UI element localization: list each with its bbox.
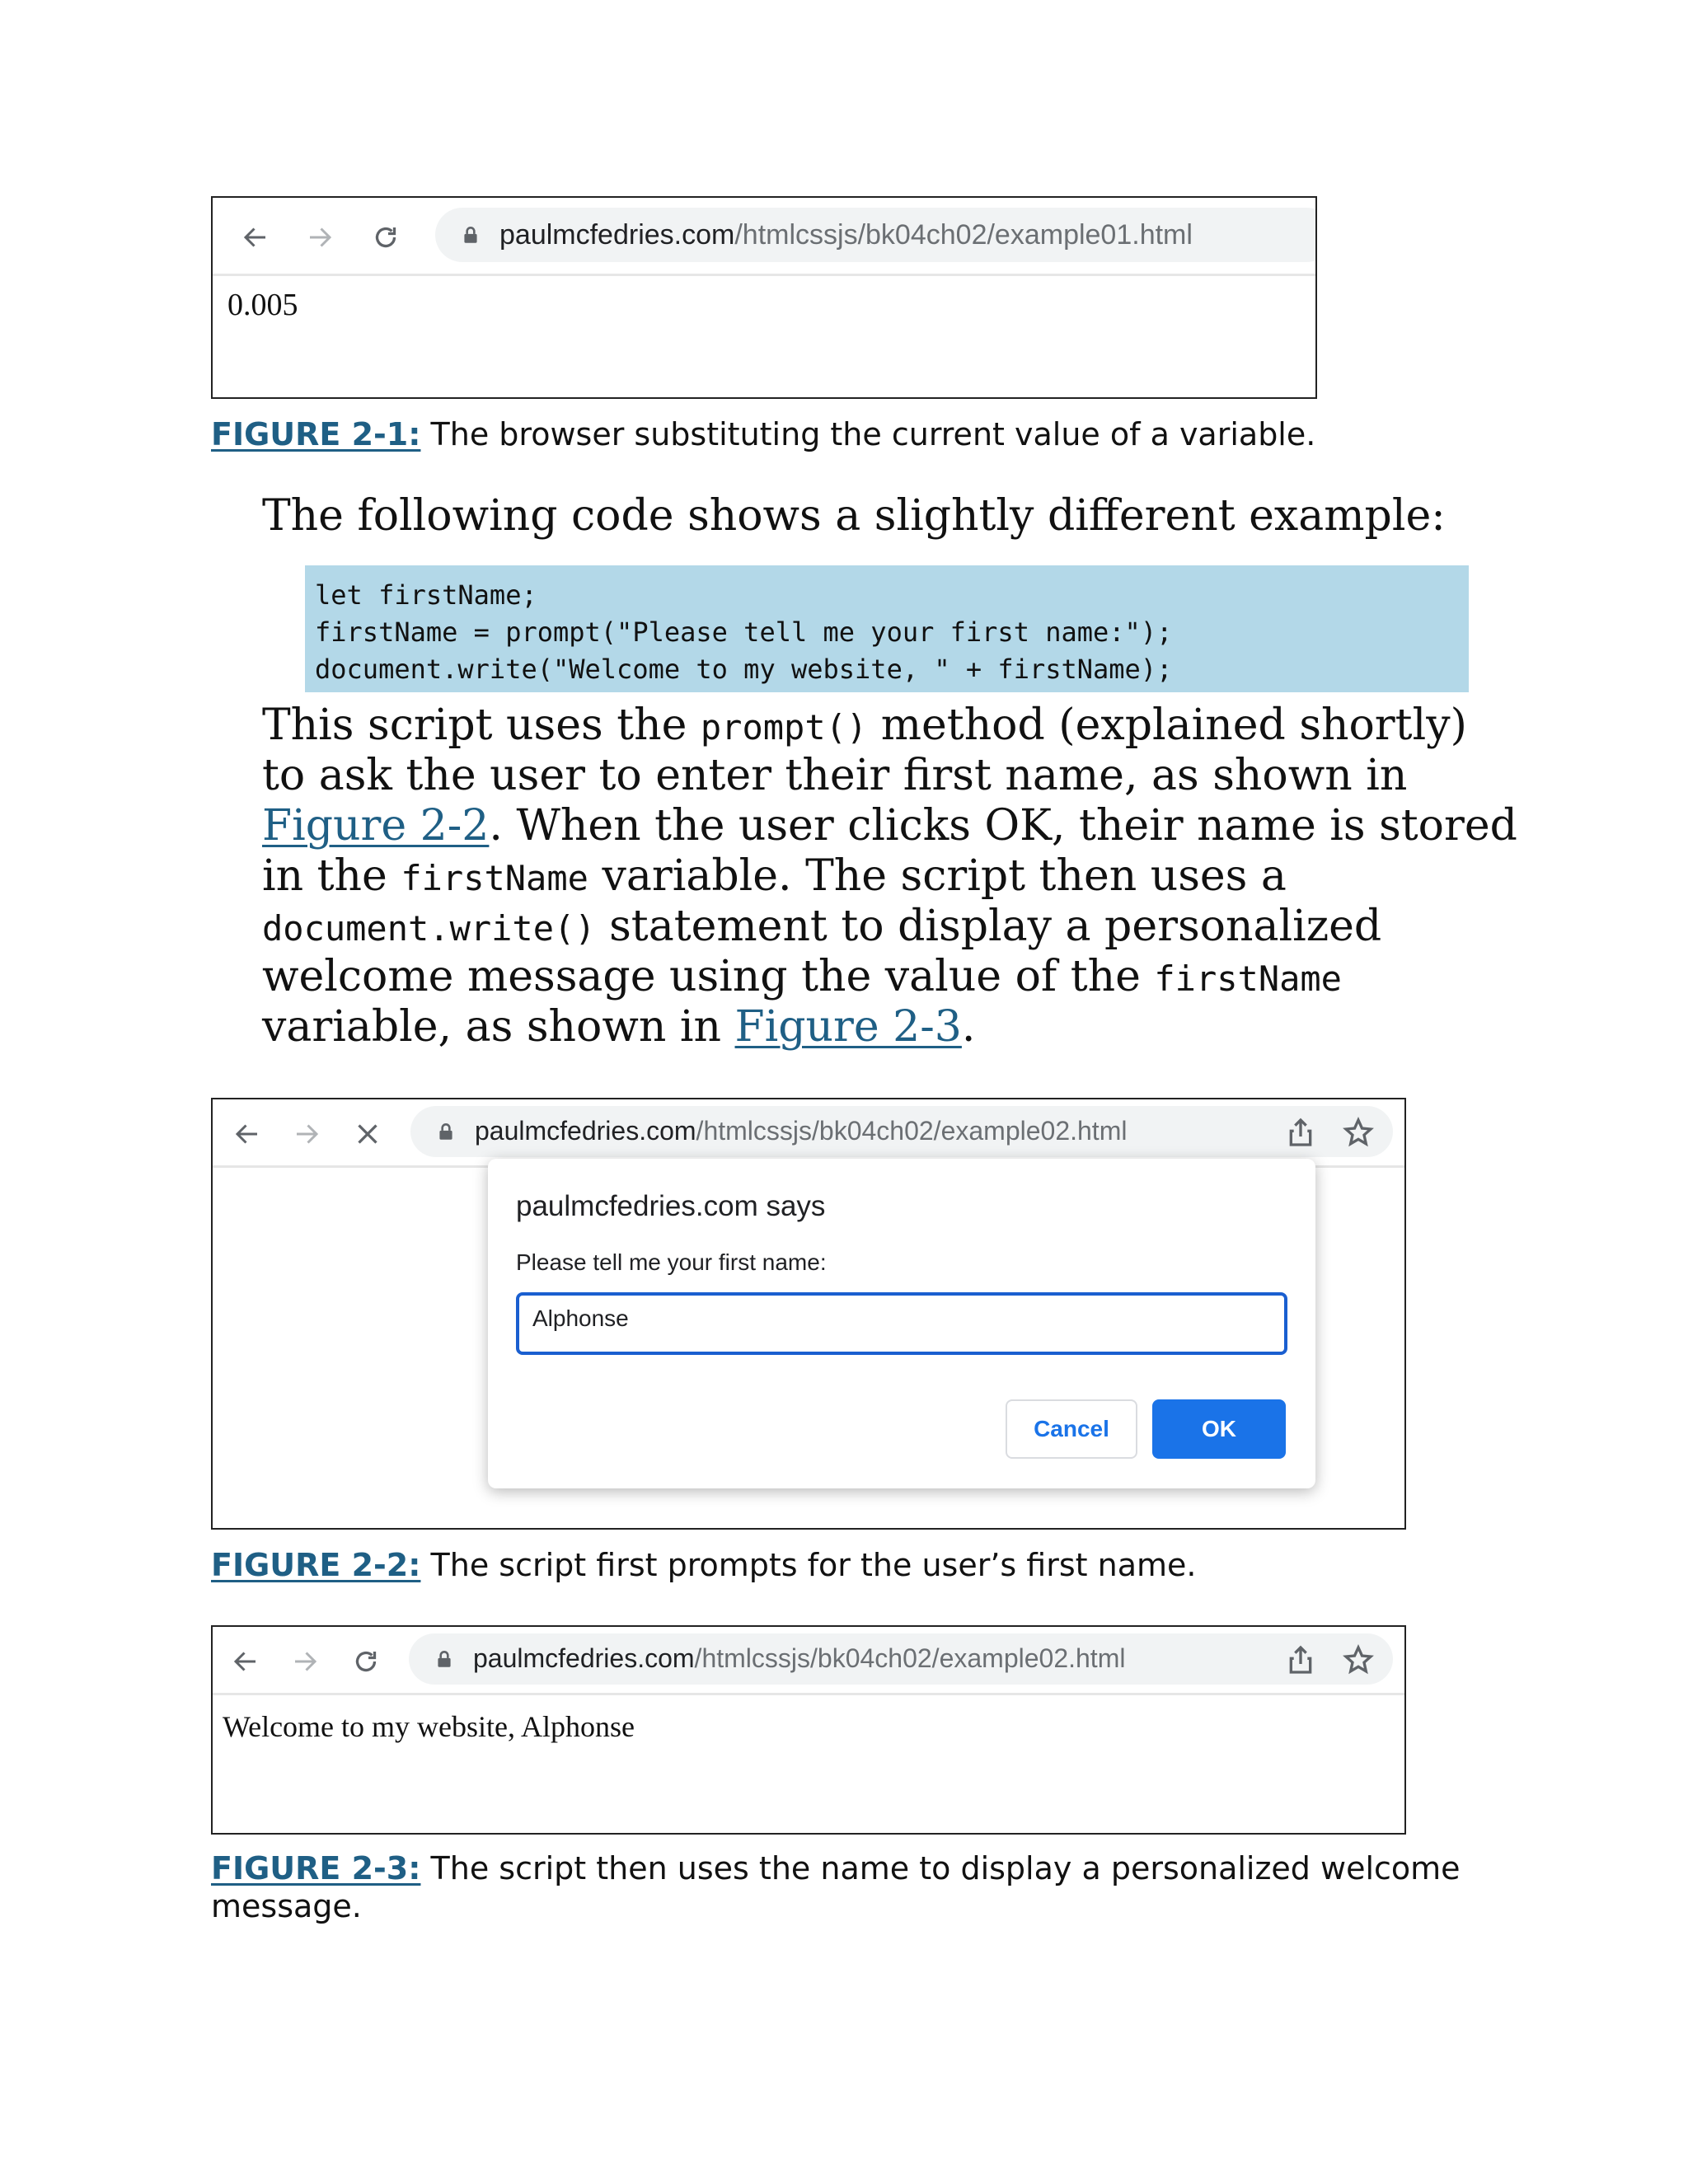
ok-button[interactable]: OK xyxy=(1152,1399,1286,1459)
back-arrow-icon[interactable] xyxy=(231,1118,264,1151)
lock-icon xyxy=(435,1121,457,1142)
star-icon[interactable] xyxy=(1342,1116,1375,1149)
figure-2-3-link[interactable]: Figure 2-3 xyxy=(734,1002,962,1052)
first-name-input[interactable]: Alphonse xyxy=(516,1292,1287,1355)
figure-2-2-link[interactable]: Figure 2-2 xyxy=(262,801,490,851)
prompt-dialog xyxy=(488,1159,1315,1488)
lock-icon xyxy=(434,1648,455,1670)
figure-2-3-caption-text-cont: message. xyxy=(211,1888,362,1924)
figure-2-2-caption xyxy=(211,1546,1196,1584)
figure-2-2-screenshot xyxy=(211,1098,1406,1530)
figure-2-1-label[interactable]: FIGURE 2-1: xyxy=(211,416,421,452)
browser-toolbar xyxy=(213,1627,1404,1695)
dialog-title: paulmcfedries.com says xyxy=(516,1190,826,1222)
figure-2-2-caption-text: The script first prompts for the user’s first name. xyxy=(430,1547,1197,1583)
forward-arrow-icon[interactable] xyxy=(288,1645,321,1678)
figure-2-2-label[interactable]: FIGURE 2-2: xyxy=(211,1547,421,1583)
reload-icon[interactable] xyxy=(349,1645,382,1678)
lock-icon xyxy=(460,224,481,246)
figure-2-3-caption xyxy=(211,1849,1497,1925)
share-icon[interactable] xyxy=(1284,1116,1317,1149)
forward-arrow-icon[interactable] xyxy=(290,1118,323,1151)
page-output: Welcome to my website, Alphonse xyxy=(223,1710,635,1743)
page-output: 0.005 xyxy=(227,288,298,322)
address-bar[interactable] xyxy=(410,1106,1393,1157)
stop-icon[interactable] xyxy=(351,1118,384,1151)
paragraph-line: in the firstName variable. The script then uses a xyxy=(262,851,1287,901)
forward-arrow-icon[interactable] xyxy=(303,221,336,254)
paragraph-line: This script uses the prompt() method (explained shortly) xyxy=(262,701,1467,750)
paragraph-line: to ask the user to enter their first name, as shown in xyxy=(262,751,1408,800)
paragraph-line: document.write() statement to display a personalized xyxy=(262,902,1382,951)
intro-sentence: The following code shows a slightly different example: xyxy=(262,491,1446,541)
cancel-button[interactable]: Cancel xyxy=(1006,1399,1137,1459)
figure-2-3-caption-text: The script then uses the name to display a personalized welcome xyxy=(430,1850,1461,1886)
share-icon[interactable] xyxy=(1284,1643,1317,1676)
figure-2-3-screenshot xyxy=(211,1625,1406,1835)
code-line: firstName = prompt("Please tell me your first name:"); xyxy=(315,616,1173,648)
inline-code: document.write() xyxy=(262,908,596,949)
inline-code: prompt() xyxy=(700,707,868,748)
star-icon[interactable] xyxy=(1342,1643,1375,1676)
reload-icon[interactable] xyxy=(369,221,402,254)
code-block xyxy=(305,565,1469,692)
inline-code: firstName xyxy=(401,858,588,898)
figure-2-1-caption xyxy=(211,415,1315,453)
paragraph-line: Figure 2-2. When the user clicks OK, their name is stored xyxy=(262,801,1517,851)
figure-2-1-caption-text: The browser substituting the current value of a variable. xyxy=(430,416,1316,452)
back-arrow-icon[interactable] xyxy=(229,1645,262,1678)
inline-code: firstName xyxy=(1154,958,1342,999)
browser-toolbar xyxy=(213,198,1315,276)
paragraph-line: variable, as shown in Figure 2-3. xyxy=(262,1002,976,1052)
dialog-message: Please tell me your first name: xyxy=(516,1249,827,1275)
url-text: paulmcfedries.com/htmlcssjs/bk04ch02/example02.html xyxy=(473,1643,1126,1673)
url-text: paulmcfedries.com/htmlcssjs/bk04ch02/example01.html xyxy=(499,219,1193,251)
address-bar[interactable] xyxy=(435,208,1317,262)
url-text: paulmcfedries.com/htmlcssjs/bk04ch02/example02.html xyxy=(475,1116,1128,1146)
address-bar[interactable] xyxy=(409,1633,1393,1685)
code-line: document.write("Welcome to my website, " + firstName); xyxy=(315,654,1173,685)
browser-toolbar xyxy=(213,1099,1404,1168)
figure-2-1-screenshot xyxy=(211,196,1317,399)
paragraph-line: welcome message using the value of the firstName xyxy=(262,952,1342,1001)
code-line: let firstName; xyxy=(315,579,537,611)
back-arrow-icon[interactable] xyxy=(239,221,272,254)
figure-2-3-label[interactable]: FIGURE 2-3: xyxy=(211,1850,421,1886)
